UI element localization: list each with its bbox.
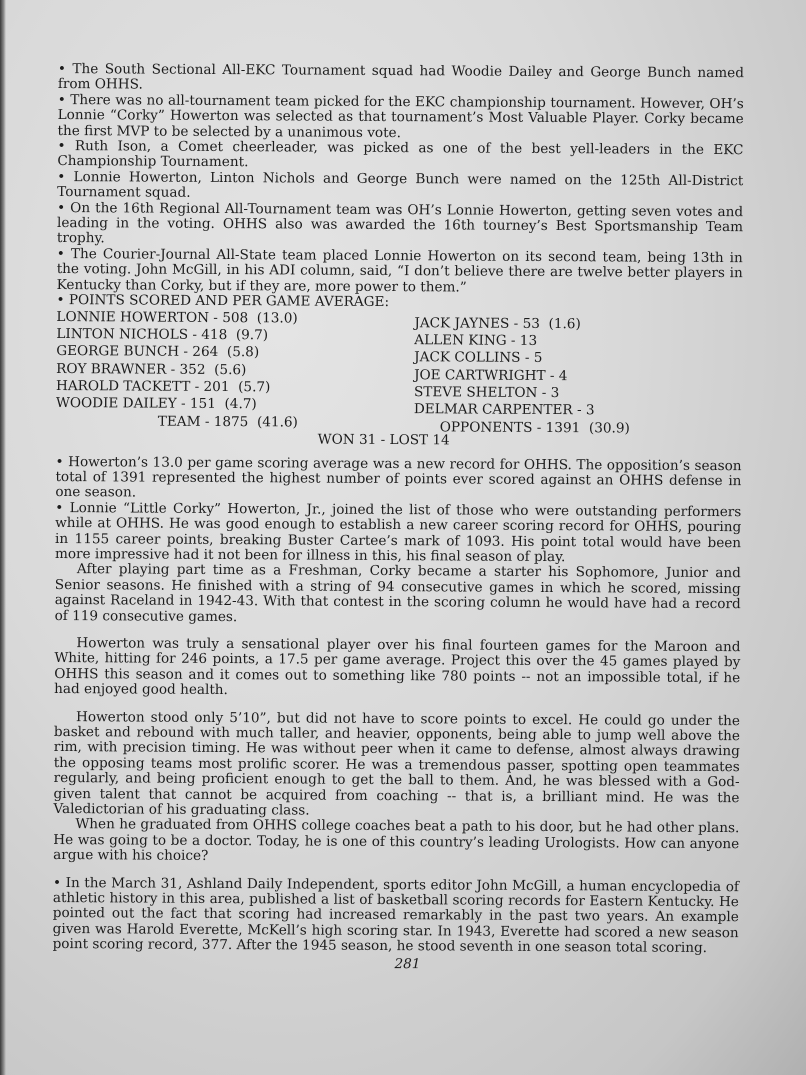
note-career-record: • Lonnie “Little Corky” Howerton, Jr., joined the list of those who were outstanding performers while at OHHS. He was good enough to establish a new career scoring record for OHHS, pouring in 1155 career points, breaking Buster Cartee’s mark of 1093. His point total would have been more impressive had it not been for illness in this, his final season of play. [55, 501, 741, 567]
note-scoring-record: • Howerton’s 13.0 per game scoring average was a new record for OHHS. The opposition’s season total of 1391 represented the highest number of points ever scored against an OHHS defense in one season. [55, 454, 741, 504]
stat-line: JACK JAYNES - 53 (1.6) [414, 314, 581, 332]
paragraph-graduation: When he graduated from OHHS college coaches beat a path to his door, but he had other plans. He was going to be a doctor. Today, he is one of this country’s leading Urologists. How can anyone argue with his choice? [53, 816, 740, 865]
team-total: TEAM - 1875 (41.6) [157, 413, 298, 431]
note-mcgill-records: • In the March 31, Ashland Daily Independent, sports editor John McGill, a human encyclopedia of athletic history in this area, published a list of basketball scoring records for Eastern Kentucky. He pointed out the fact that scoring had increased remarkably in the past two years. An example given was Harold Everette, McKell’s high scoring star. In 1943, Everette had scored a new season point scoring record, 377. After the 1945 season, he stood seventh in one season total scoring. [53, 876, 739, 957]
opponents-total: OPPONENTS - 1391 (30.9) [439, 419, 630, 437]
stat-line: ALLEN KING - 13 [414, 332, 538, 349]
note-cheerleader: • Ruth Ison, a Comet cheerleader, was picked as one of the best yell-leaders in the EKC Championship Tournament. [57, 139, 743, 174]
stat-line: ROY BRAWNER - 352 (5.6) [56, 360, 247, 378]
note-regional: • On the 16th Regional All-Tournament team was OH’s Lonnie Howerton, getting seven votes and leading in the voting. OHHS also was awarded the 16th tourney’s Best Sportsmanship Team trophy. [57, 201, 743, 251]
book-page [52, 62, 744, 974]
note-all-district: • Lonnie Howerton, Linton Nichols and George Bunch were named on the 125th All-District Tournament squad. [57, 170, 743, 205]
scoring-stats [56, 308, 743, 458]
stats-right-column [414, 315, 745, 439]
stat-line: LONNIE HOWERTON - 508 (13.0) [56, 308, 298, 326]
stats-heading: • POINTS SCORED AND PER GAME AVERAGE: [56, 293, 742, 313]
note-all-state: • The Courier-Journal All-State team placed Lonnie Howerton on its second team, being 13th in the voting. John McGill, in his ADI column, said, “I don’t believe there are twelve better players in Kentucky than Corky, but if they are, more power to them.” [57, 247, 743, 297]
book-spine-shadow [0, 0, 6, 1075]
note-ekc-mvp: • There was no all-tournament team picked for the EKC championship tournament. However, OH’s Lonnie “Corky” Howerton was selected as that tournament’s Most Valuable Player. Corky became the first MVP to be selected by a unanimous vote. [58, 93, 744, 143]
stat-line: LINTON NICHOLS - 418 (9.7) [56, 325, 269, 344]
note-south-sectional: • The South Sectional All-EKC Tournament squad had Woodie Dailey and George Bunch named from OHHS. [58, 62, 744, 97]
stats-left-column [56, 308, 397, 432]
season-record: WON 31 - LOST 14 [317, 431, 450, 448]
stat-line: GEORGE BUNCH - 264 (5.8) [56, 343, 260, 361]
stat-line: WOODIE DAILEY - 151 (4.7) [55, 395, 257, 413]
paragraph-height: Howerton stood only 5’10”, but did not have to score points to excel. He could go under the basket and rebound with much taller, and heavier, opponents, being able to jump well above the rim, with precision timing. He was without peer when it came to defense, almost always drawing the opposing teams most prolific scorer. He was a tremendous passer, spotting open teammates regularly, and being proficient enough to get the ball to them. And, he was blessed with a God-given talent that cannot be acquired from coaching -- that is, a brilliant mind. He was the Valedictorian of his graduating class. [53, 708, 741, 819]
stat-line: JACK COLLINS - 5 [414, 349, 543, 367]
stat-line: JOE CARTWRIGHT - 4 [414, 366, 568, 384]
stat-line: HAROLD TACKETT - 201 (5.7) [55, 378, 271, 396]
stat-line: DELMAR CARPENTER - 3 [413, 401, 595, 419]
stat-line: STEVE SHELTON - 3 [413, 384, 560, 402]
page-number: 281 [394, 955, 421, 972]
paragraph-freshman: After playing part time as a Freshman, Corky became a starter his Sophomore, Junior and Senior seasons. He finished with a string of 94 consecutive games in which he scored, missing against Raceland in 1942-43. With that contest in the scoring column he would have had a record of 119 consecutive games. [54, 561, 741, 625]
paragraph-sensational: Howerton was truly a sensational player over his final fourteen games for the Maroon and White, hitting for 246 points, a 17.5 per game average. Project this over the 45 games played by OHHS this season and it comes out to something like 780 points -- not an impossible total, if he had enjoyed good health. [54, 635, 741, 699]
